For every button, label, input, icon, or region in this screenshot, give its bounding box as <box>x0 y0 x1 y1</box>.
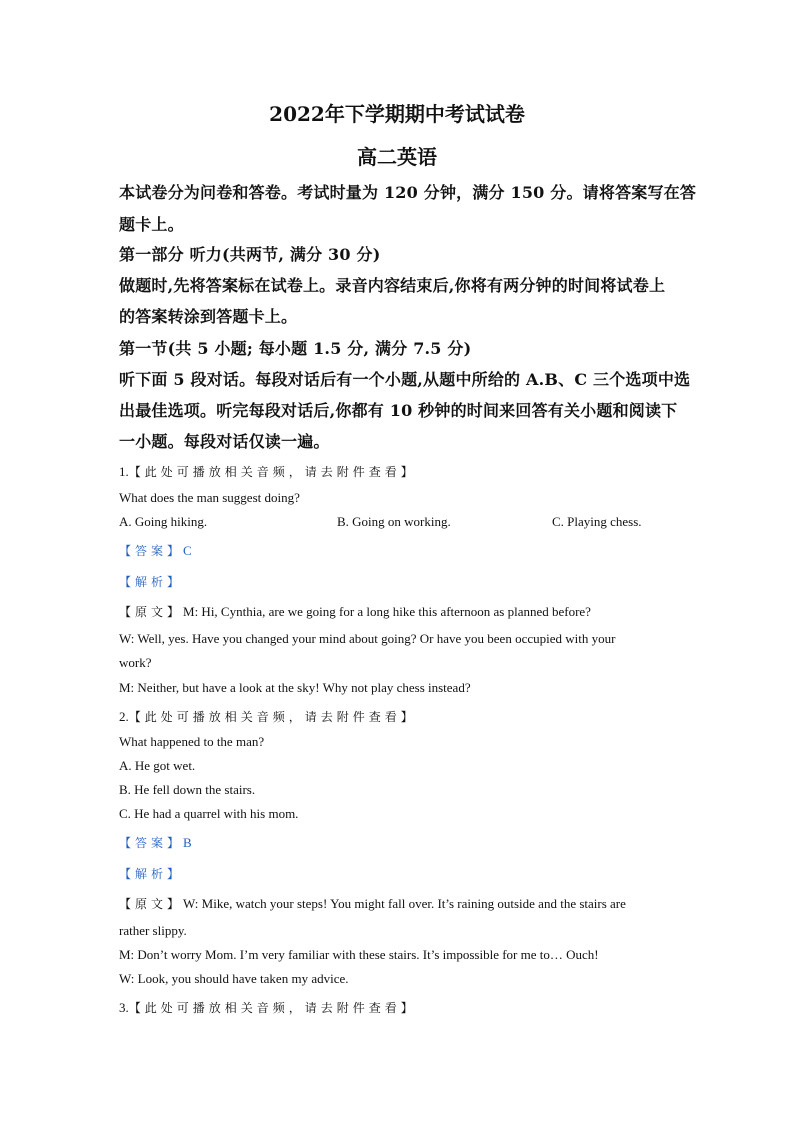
intro-line-2: 题卡上。 <box>119 215 184 234</box>
q2-audio-placeholder[interactable]: 【此处可播放相关音频，请去附件查看】 <box>128 710 417 724</box>
q1-question: What does the man suggest doing? <box>119 490 300 505</box>
part1-instruction-1: 做题时,先将答案标在试卷上。录音内容结束后,你将有两分钟的时间将试卷上 <box>119 276 666 295</box>
q2-answer-label: 【答案】 <box>119 836 184 850</box>
section1-heading: 第一节(共 5 小题; 每小题 1.5 分, 满分 7.5 分) <box>119 339 472 358</box>
q1-analysis-label: 【解析】 <box>119 575 184 589</box>
intro-line-1: 本试卷分为问卷和答卷。考试时量为 120 分钟，满分 150 分。请将答案写在答 <box>119 183 697 202</box>
q2-question: What happened to the man? <box>119 734 265 749</box>
section1-instruction-2: 出最佳选项。听完每段对话后,你都有 10 秒钟的时间来回答有关小题和阅读下 <box>119 401 678 420</box>
q1-original-line-1 <box>119 601 591 620</box>
q2-analysis-label: 【解析】 <box>119 867 184 881</box>
q1-analysis-line <box>119 571 183 590</box>
q1-original-text-1: M: Hi, Cynthia, are we going for a long hike this afternoon as planned before? <box>183 604 591 619</box>
q1-original-text-3: work? <box>119 655 152 670</box>
q2-analysis-line <box>119 863 183 882</box>
q1-original-text-4: M: Neither, but have a look at the sky! Why not play chess instead? <box>119 680 471 695</box>
q3-audio-placeholder[interactable]: 【此处可播放相关音频，请去附件查看】 <box>128 1001 417 1015</box>
q3-audio-line <box>119 997 417 1016</box>
section1-instruction-1: 听下面 5 段对话。每段对话后有一个小题,从题中所给的 A.B、C 三个选项中选 <box>119 370 691 389</box>
q1-audio-placeholder[interactable]: 【此处可播放相关音频，请去附件查看】 <box>128 465 417 479</box>
q2-original-text-2: rather slippy. <box>119 923 187 938</box>
q1-answer-label: 【答案】 <box>119 544 184 558</box>
q2-option-b: B. He fell down the stairs. <box>119 782 256 797</box>
q2-original-label: 【原文】 <box>119 897 184 911</box>
q2-answer-line <box>119 832 192 851</box>
q1-audio-line <box>119 461 417 480</box>
part1-heading: 第一部分 听力(共两节, 满分 30 分) <box>119 245 381 264</box>
q1-option-c: C. Playing chess. <box>552 514 642 529</box>
page-subtitle: 高二英语 <box>357 145 437 169</box>
q1-option-a: A. Going hiking. <box>119 514 208 529</box>
part1-instruction-2: 的答案转涂到答题卡上。 <box>119 307 298 326</box>
q2-original-text-1: W: Mike, watch your steps! You might fall over. It’s raining outside and the stairs are <box>183 896 626 911</box>
q2-audio-line <box>119 706 417 725</box>
q2-original-line-1 <box>119 893 626 912</box>
q2-answer-value: B <box>183 835 192 850</box>
q3-number: 3. <box>119 1000 129 1015</box>
page-title: 2022年下学期期中考试试卷 <box>269 102 525 126</box>
q2-original-text-3: M: Don’t worry Mom. I’m very familiar with these stairs. It’s impossible for me to… Ouch! <box>119 947 599 962</box>
q1-answer-line <box>119 540 192 559</box>
q1-original-label: 【原文】 <box>119 605 184 619</box>
q2-original-text-4: W: Look, you should have taken my advice. <box>119 971 349 986</box>
q1-answer-value: C <box>183 543 192 558</box>
q1-option-b: B. Going on working. <box>337 514 451 529</box>
q1-number: 1. <box>119 464 129 479</box>
q2-option-a: A. He got wet. <box>119 758 196 773</box>
q2-number: 2. <box>119 709 129 724</box>
section1-instruction-3: 一小题。每段对话仅读一遍。 <box>119 432 330 451</box>
q2-option-c: C. He had a quarrel with his mom. <box>119 806 299 821</box>
q1-original-text-2: W: Well, yes. Have you changed your mind about going? Or have you been occupied with your <box>119 631 616 646</box>
